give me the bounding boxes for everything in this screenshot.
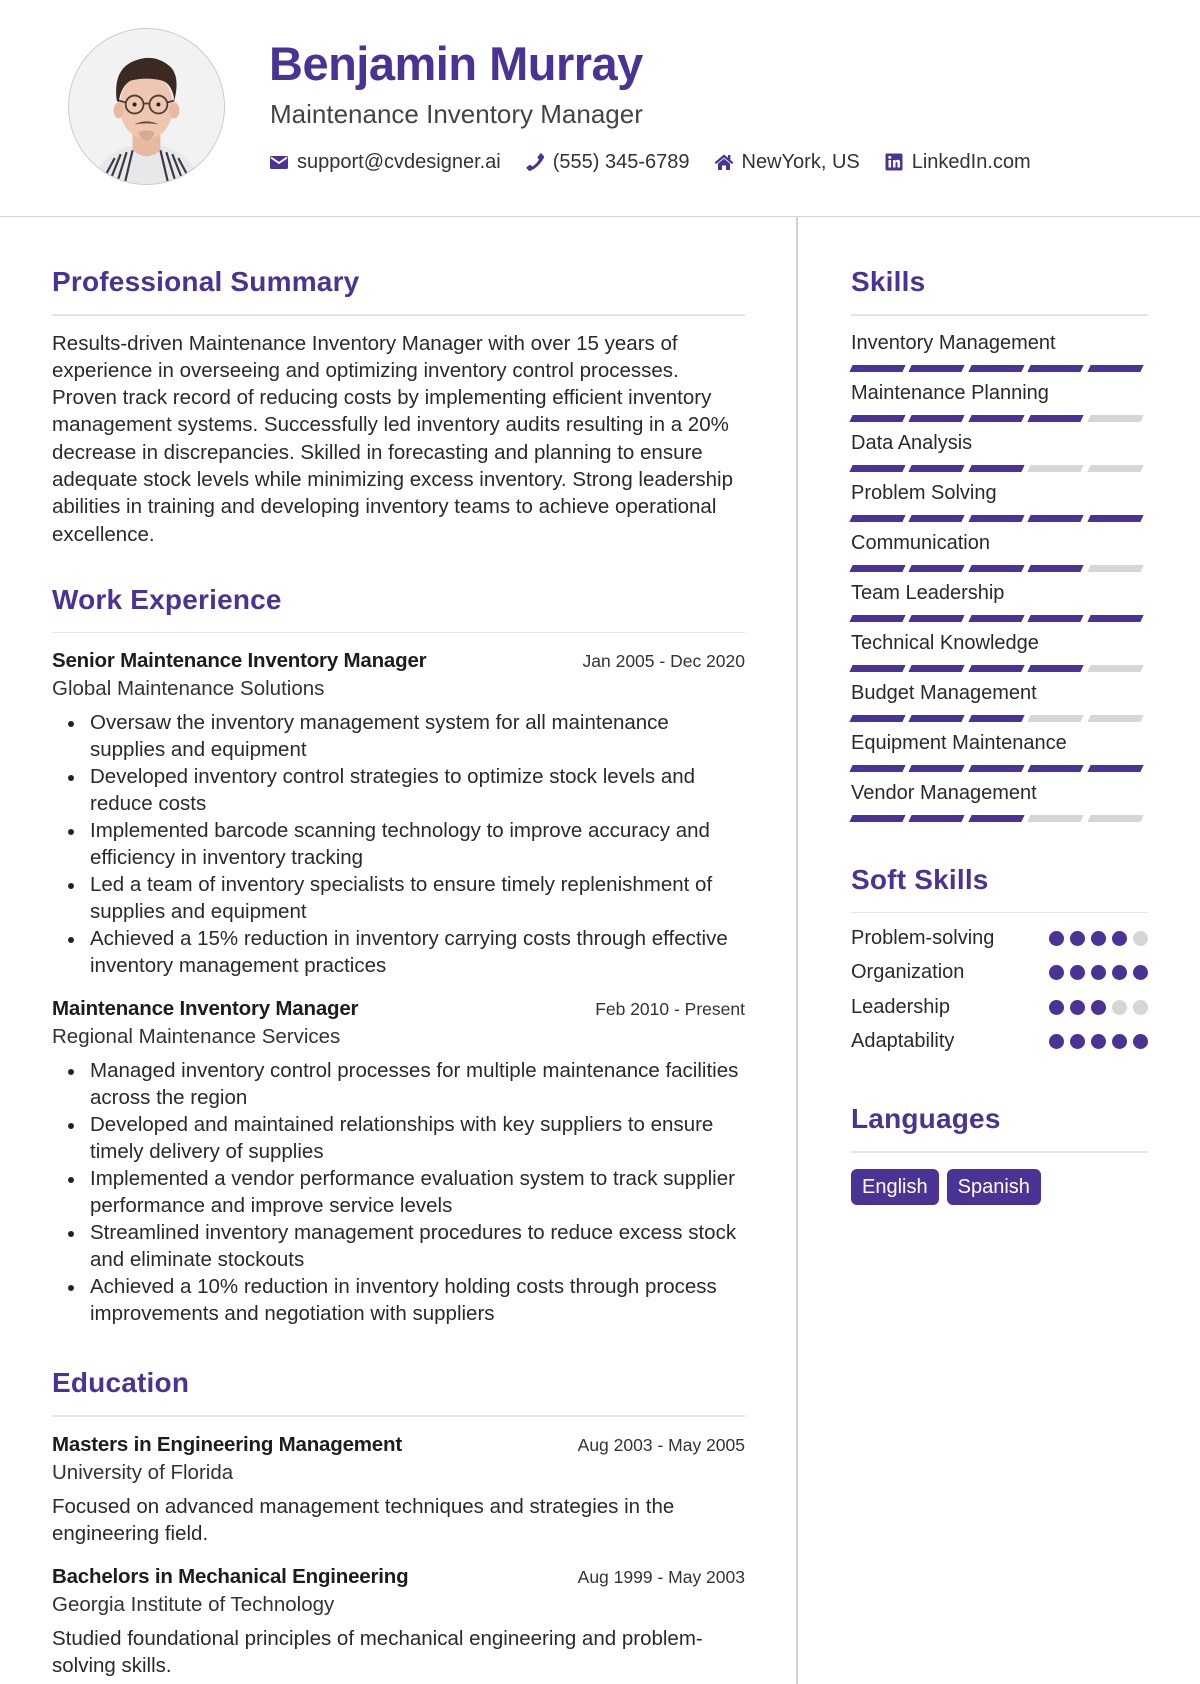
level-bar-segment [1028,465,1084,472]
rating-dot [1070,931,1085,946]
level-bar-segment [909,415,965,422]
skill-name: Problem Solving [851,481,997,504]
profile-photo [68,28,225,185]
rating-dot [1070,965,1085,980]
rating-dot [1091,1000,1106,1015]
job-bullet: Achieved a 15% reduction in inventory carrying costs through effective inventory management practices [52,925,745,979]
skill-name: Vendor Management [851,781,1037,804]
level-bar-segment [849,365,905,372]
rating-dot [1133,1034,1148,1049]
level-bar-segment [1087,515,1143,522]
rating-dot [1112,1034,1127,1049]
soft-skill-rating [1043,931,1148,946]
sidebar-column [851,262,1148,1205]
level-bar-segment [1087,765,1143,772]
soft-skills-section [851,860,1148,1060]
level-bar-segment [968,365,1024,372]
section-divider [52,1415,745,1417]
skill-name: Communication [851,531,990,554]
education-section [52,1363,745,1679]
skill-item [851,480,1148,522]
level-bar-segment [1087,465,1143,472]
skill-level-bars [851,765,1148,772]
skill-name: Data Analysis [851,431,973,454]
rating-dot [1112,1000,1127,1015]
level-bar-segment [849,665,905,672]
level-bar-segment [1028,565,1084,572]
job-header [52,647,745,675]
rating-dot [1070,1034,1085,1049]
skill-item [851,530,1148,572]
job-bullets [52,709,745,979]
rating-dot [1091,931,1106,946]
education-dates: Aug 2003 - May 2005 [577,1434,745,1455]
job-bullet: Developed and maintained relationships with key suppliers to ensure timely delivery of supplies [52,1111,745,1165]
skill-name: Maintenance Planning [851,381,1049,404]
contact-phone[interactable] [525,148,690,176]
summary-text: Results-driven Maintenance Inventory Manager with over 15 years of experience in overseeing and optimizing inventory control processes. Proven track record of reducing costs by implementing efficient inventory management systems. Successfully led inventory audits resulting in a 20% decrease in discrepancies. Skilled in forecasting and planning to ensure adequate stock levels while minimizing excess inventory. Strong leadership abilities in training and developing inventory teams to achieve operational excellence. [52,331,734,546]
level-bar-segment [1087,715,1143,722]
level-bar-segment [968,465,1024,472]
languages-section [851,1099,1148,1205]
level-bar-segment [909,615,965,622]
section-divider [851,912,1148,914]
skill-name: Budget Management [851,681,1037,704]
contact-location-text: NewYork, US [741,151,860,173]
skill-item [851,780,1148,822]
rating-dot [1091,1034,1106,1049]
main-column [52,262,745,1684]
skill-level-bars [851,415,1148,422]
soft-skill-name: Adaptability [851,1030,955,1053]
level-bar-segment [909,665,965,672]
education-description: Studied foundational principles of mechanical engineering and problem-solving skills. [52,1626,703,1677]
skill-item [851,380,1148,422]
skill-name: Equipment Maintenance [851,731,1067,754]
candidate-name: Benjamin Murray [269,37,643,90]
level-bar-segment [968,815,1024,822]
skill-level-bars [851,715,1148,722]
contact-linkedin-text: LinkedIn.com [911,151,1031,173]
level-bar-segment [1028,415,1084,422]
job-company: Global Maintenance Solutions [52,677,325,701]
job-bullet: Achieved a 10% reduction in inventory holding costs through process improvements and negotiation with suppliers [52,1273,745,1327]
job-bullet: Led a team of inventory specialists to ensure timely replenishment of supplies and equipment [52,871,745,925]
rating-dot [1049,1034,1064,1049]
linkedin-icon [884,152,904,172]
rating-dot [1049,1000,1064,1015]
level-bar-segment [1087,665,1143,672]
contact-list [269,148,1055,176]
education-entry [52,1431,745,1547]
summary-heading: Professional Summary [52,266,360,297]
rating-dot [1070,1000,1085,1015]
skill-name: Team Leadership [851,581,1005,604]
skill-name: Technical Knowledge [851,631,1039,654]
skills-section [851,262,1148,822]
job-title: Senior Maintenance Inventory Manager [52,649,427,673]
home-icon [714,152,734,172]
skill-item [851,330,1148,372]
job-entry [52,995,745,1327]
skill-level-bars [851,665,1148,672]
soft-skills-heading: Soft Skills [851,863,989,895]
school-name: Georgia Institute of Technology [52,1592,335,1616]
level-bar-segment [968,415,1024,422]
summary-section [52,262,745,548]
level-bar-segment [1028,665,1084,672]
job-dates: Feb 2010 - Present [595,999,745,1020]
job-company: Regional Maintenance Services [52,1025,341,1049]
job-bullet: Implemented barcode scanning technology to improve accuracy and efficiency in inventory tracking [52,817,745,871]
education-header [52,1431,745,1459]
soft-skill-item [851,956,1148,991]
soft-skill-name: Problem-solving [851,926,995,949]
section-divider [52,314,745,316]
skill-level-bars [851,515,1148,522]
level-bar-segment [909,765,965,772]
job-bullet: Managed inventory control processes for multiple maintenance facilities across the region [52,1057,745,1111]
level-bar-segment [849,465,905,472]
job-bullet: Implemented a vendor performance evaluation system to track supplier performance and improve service levels [52,1165,745,1219]
level-bar-segment [1028,715,1084,722]
school-name: University of Florida [52,1460,234,1484]
resume-header [0,0,1200,217]
contact-location [714,148,860,176]
level-bar-segment [968,615,1024,622]
level-bar-segment [849,415,905,422]
skill-item [851,680,1148,722]
soft-skill-rating [1043,1034,1148,1049]
skill-item [851,430,1148,472]
level-bar-segment [909,515,965,522]
soft-skill-item [851,990,1148,1025]
degree-name: Bachelors in Mechanical Engineering [52,1564,409,1588]
level-bar-segment [1087,815,1143,822]
skill-item [851,580,1148,622]
soft-skill-rating [1043,965,1148,980]
job-bullet: Developed inventory control strategies to optimize stock levels and reduce costs [52,763,745,817]
education-header [52,1563,745,1591]
rating-dot [1133,1000,1148,1015]
soft-skill-item [851,921,1148,956]
languages-heading: Languages [851,1103,1001,1134]
level-bar-segment [849,815,905,822]
level-bar-segment [1028,365,1084,372]
experience-heading: Work Experience [52,583,282,615]
level-bar-segment [968,765,1024,772]
education-dates: Aug 1999 - May 2003 [577,1566,745,1587]
level-bar-segment [909,365,965,372]
envelope-icon [269,152,289,172]
level-bar-segment [849,515,905,522]
level-bar-segment [909,715,965,722]
profile-photo-illustration [69,29,224,184]
skill-item [851,730,1148,772]
skill-level-bars [851,365,1148,372]
section-divider [52,632,745,634]
rating-dot [1049,931,1064,946]
job-bullets [52,1057,745,1327]
level-bar-segment [1087,415,1143,422]
skill-level-bars [851,615,1148,622]
experience-section [52,580,745,1328]
level-bar-segment [968,715,1024,722]
level-bar-segment [849,565,905,572]
level-bar-segment [849,615,905,622]
level-bar-segment [909,815,965,822]
phone-icon [525,152,545,172]
level-bar-segment [849,765,905,772]
section-divider [851,1151,1148,1153]
education-heading: Education [52,1367,190,1399]
skill-level-bars [851,565,1148,572]
rating-dot [1049,965,1064,980]
column-divider [796,217,798,1684]
candidate-title: Maintenance Inventory Manager [270,99,643,129]
job-bullet: Oversaw the inventory management system for all maintenance supplies and equipment [52,709,745,763]
education-description: Focused on advanced management techniques and strategies in the engineering field. [52,1494,675,1545]
degree-name: Masters in Engineering Management [52,1432,402,1456]
rating-dot [1133,965,1148,980]
contact-email-text: support@cvdesigner.ai [297,151,501,173]
language-badge-spanish: Spanish [947,1169,1041,1205]
soft-skill-item [851,1025,1148,1060]
level-bar-segment [968,515,1024,522]
skill-name: Inventory Management [851,331,1056,354]
level-bar-segment [909,465,965,472]
rating-dot [1112,965,1127,980]
rating-dot [1133,931,1148,946]
soft-skill-name: Organization [851,961,965,984]
level-bar-segment [909,565,965,572]
soft-skill-rating [1043,1000,1148,1015]
level-bar-segment [1028,615,1084,622]
job-dates: Jan 2005 - Dec 2020 [582,651,745,672]
rating-dot [1112,931,1127,946]
education-entry [52,1563,745,1679]
contact-linkedin[interactable] [884,148,1031,176]
skill-item [851,630,1148,672]
level-bar-segment [968,665,1024,672]
level-bar-segment [968,565,1024,572]
level-bar-segment [1087,615,1143,622]
job-header [52,995,745,1023]
skill-level-bars [851,465,1148,472]
skill-level-bars [851,815,1148,822]
level-bar-segment [1028,765,1084,772]
contact-email[interactable] [269,148,501,176]
skills-list [851,330,1148,822]
soft-skill-name: Leadership [851,995,950,1018]
job-title: Maintenance Inventory Manager [52,997,359,1021]
language-badge-english: English [851,1169,939,1205]
level-bar-segment [849,715,905,722]
language-badges [851,1169,1148,1205]
contact-phone-text: (555) 345-6789 [552,151,690,173]
level-bar-segment [1087,365,1143,372]
job-entry [52,647,745,979]
level-bar-segment [1028,515,1084,522]
level-bar-segment [1028,815,1084,822]
level-bar-segment [1087,565,1143,572]
job-bullet: Streamlined inventory management procedures to reduce excess stock and eliminate stockouts [52,1219,745,1273]
skills-heading: Skills [851,266,926,297]
section-divider [851,314,1148,316]
rating-dot [1091,965,1106,980]
